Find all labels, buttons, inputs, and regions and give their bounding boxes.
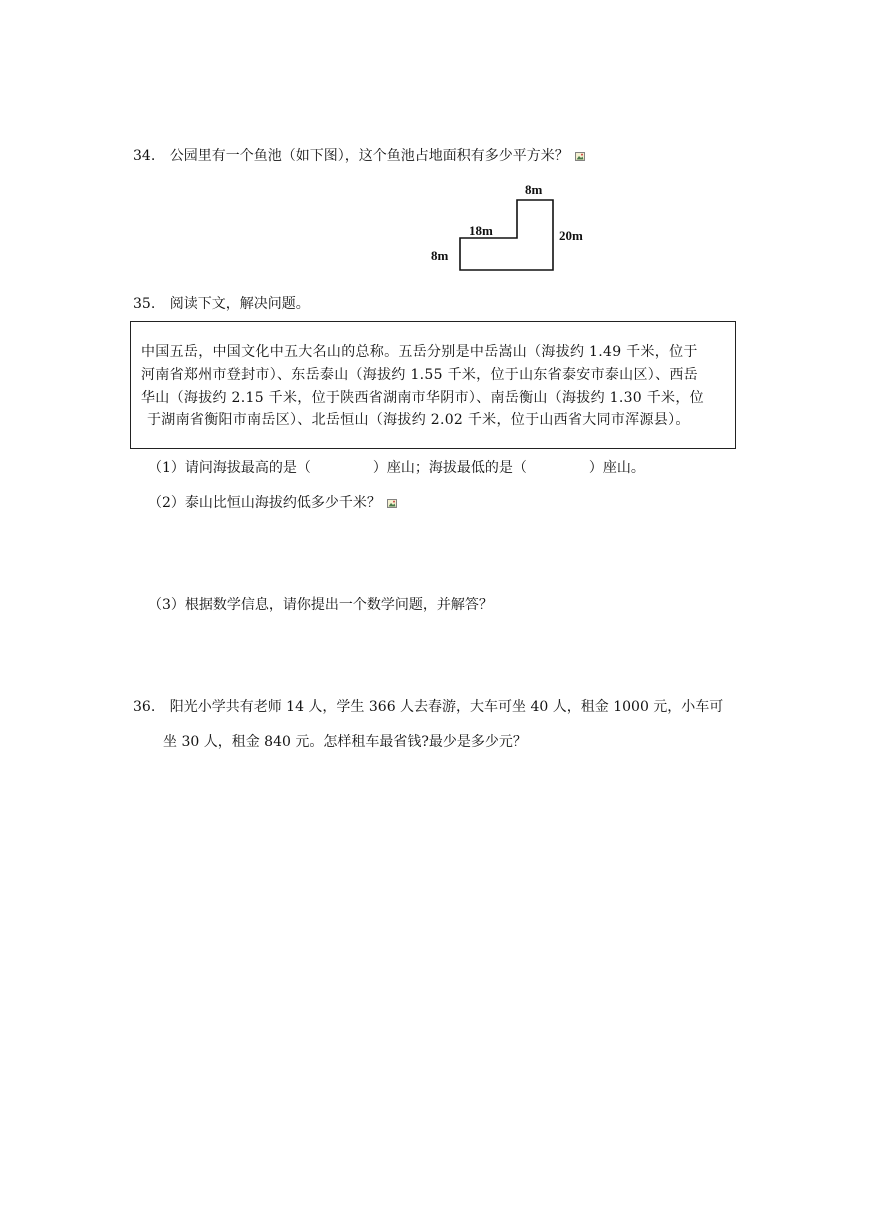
passage-line: 中国五岳，中国文化中五大名山的总称。五岳分别是中岳嵩山（海拔约 1.49 千米，位于	[141, 344, 698, 360]
question-36	[133, 697, 723, 717]
passage-line: 于湖南省衡阳市南岳区）、北岳恒山（海拔约 2.02 千米，位于山西省大同市浑源县）。	[147, 412, 690, 428]
question-text-line-1: 阳光小学共有老师 14 人，学生 366 人去春游，大车可坐 40 人，租金 1000 元，小车可	[169, 699, 724, 715]
question-text: 阅读下文，解决问题。	[169, 296, 310, 312]
sub-question-3-text: （3）根据数学信息，请你提出一个数学问题，并解答？	[148, 597, 493, 613]
image-placeholder-icon	[575, 147, 585, 156]
label-top-width: 8m	[525, 182, 543, 197]
label-step-width: 18m	[469, 223, 493, 238]
question-text-line-2: 坐 30 人，租金 840 元。怎样租车最省钱?最少是多少元？	[163, 734, 527, 750]
passage-line: 华山（海拔约 2.15 千米，位于陕西省湖南市华阴市）、南岳衡山（海拔约 1.30 千米，位	[141, 390, 704, 406]
question-text: 公园里有一个鱼池（如下图），这个鱼池占地面积有多少平方米？	[169, 148, 569, 164]
question-number: 34.	[133, 148, 156, 164]
question-34	[133, 146, 585, 166]
label-right-height: 20m	[559, 228, 583, 243]
question-36-continued	[163, 732, 527, 752]
sub-question-1	[148, 458, 645, 478]
question-35	[133, 294, 310, 314]
question-number: 35.	[133, 296, 156, 312]
fish-pond-figure	[420, 178, 600, 278]
sub-question-1-part-a: （1）请问海拔最高的是（	[148, 460, 311, 476]
question-number: 36.	[133, 699, 156, 715]
sub-question-1-part-c: ）座山。	[588, 460, 645, 476]
image-placeholder-icon	[387, 494, 397, 503]
passage-line: 河南省郑州市登封市）、东岳泰山（海拔约 1.55 千米，位于山东省泰安市泰山区）、西岳	[141, 367, 698, 383]
sub-question-3	[148, 595, 493, 615]
reading-passage-box	[130, 321, 736, 449]
sub-question-2-text: （2）泰山比恒山海拔约低多少千米？	[148, 495, 381, 511]
sub-question-1-part-b: ）座山；海拔最低的是（	[372, 460, 527, 476]
sub-question-2	[148, 493, 397, 513]
label-left-height: 8m	[431, 248, 449, 263]
